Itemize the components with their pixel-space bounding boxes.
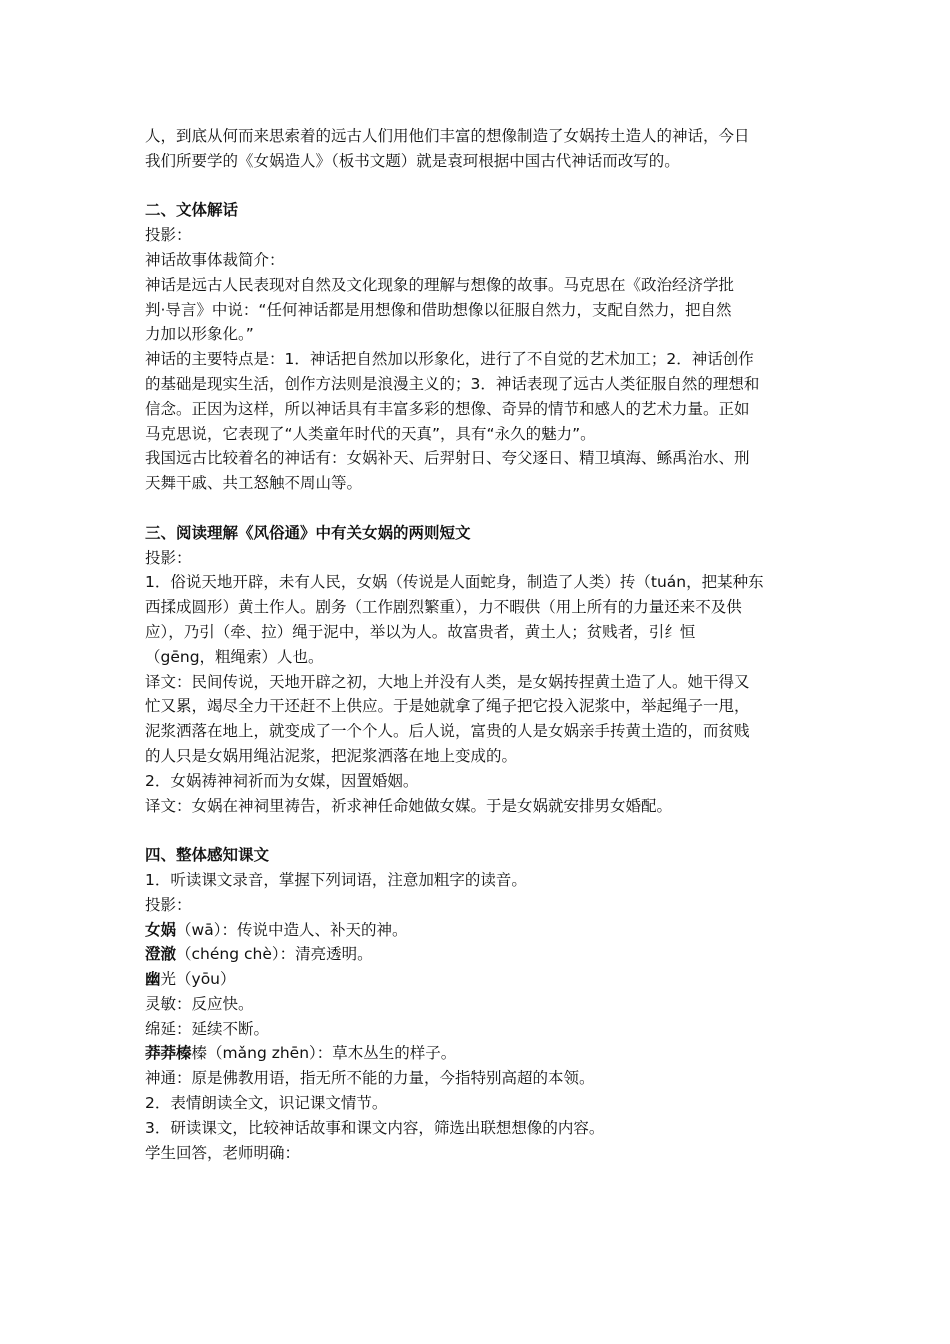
vocab-term-bold: 莽莽榛 bbox=[145, 1044, 192, 1063]
section-2-line: 我国远古比较着名的神话有：女娲补天、后羿射日、夸父逐日、精卫填海、鲧禹治水、刑 bbox=[145, 449, 750, 468]
vocab-entry bbox=[145, 992, 810, 1017]
vocab-definition: （mǎng zhēn）：草木丛生的样子。 bbox=[207, 1044, 457, 1063]
vocab-definition: ：反应快。 bbox=[176, 994, 254, 1013]
document-page bbox=[145, 124, 810, 1165]
section-3-line: 2．女娲祷神祠祈而为女媒，因置婚姻。 bbox=[145, 771, 419, 790]
vocab-term-bold: 幽 bbox=[145, 970, 161, 989]
section-4-item-1: 1．听读课文录音，掌握下列词语，注意加粗字的读音。 bbox=[145, 870, 527, 889]
spacer bbox=[145, 496, 810, 521]
section-2-line: 马克思说，它表现了“人类童年时代的天真”，具有“永久的魅力”。 bbox=[145, 424, 596, 443]
intro-line-1: 人，到底从何而来思索着的远古人们用他们丰富的想像制造了女娲抟土造人的神话，今日 bbox=[145, 127, 750, 145]
section-3-line: 泥浆洒落在地上，就变成了一个个人。后人说，富贵的人是女娲亲手抟黄土造的，而贫贱 bbox=[145, 722, 750, 741]
vocab-entry bbox=[145, 942, 810, 967]
vocab-entry bbox=[145, 967, 810, 992]
vocab-definition: （wā）：传说中造人、补天的神。 bbox=[176, 920, 408, 939]
section-3-line: 应），乃引（牵、拉）绳于泥中，举以为人。故富贵者，黄土人；贫贱者，引纟恒 bbox=[145, 622, 696, 641]
vocab-entry bbox=[145, 1041, 810, 1066]
vocab-entry bbox=[145, 918, 810, 943]
section-2-line: 神话是远古人民表现对自然及文化现象的理解与想像的故事。马克思在《政治经济学批 bbox=[145, 275, 735, 294]
section-2-line: 天舞干戚、共工怒触不周山等。 bbox=[145, 474, 363, 493]
vocab-definition: （chéng chè）：清亮透明。 bbox=[176, 945, 373, 964]
vocab-definition: （yōu） bbox=[176, 970, 236, 989]
vocab-term-bold: 女娲 bbox=[145, 920, 177, 939]
section-2-projection-label: 投影： bbox=[145, 226, 192, 245]
vocab-term-plain: 神通 bbox=[145, 1069, 177, 1088]
vocab-definition: ：延续不断。 bbox=[176, 1019, 270, 1038]
section-4-heading: 四、整体感知课文 bbox=[145, 846, 270, 865]
section-3-line: 译文：女娲在神祠里祷告，祈求神任命她做女媒。于是女娲就安排男女婚配。 bbox=[145, 796, 673, 815]
section-2-line: 的基础是现实生活，创作方法则是浪漫主义的；3．神话表现了远古人类征服自然的理想和 bbox=[145, 374, 760, 393]
section-2-heading: 二、文体解话 bbox=[145, 201, 239, 220]
vocab-term-plain: 光 bbox=[160, 970, 177, 989]
section-3-line: 1．俗说天地开辟，未有人民，女娲（传说是人面蛇身，制造了人类）抟（tuán，把某种东 bbox=[145, 573, 764, 592]
section-3-line: 忙又累，竭尽全力干还赶不上供应。于是她就拿了绳子把它投入泥浆中，举起绳子一甩， bbox=[145, 697, 750, 716]
section-3-projection-label: 投影： bbox=[145, 548, 192, 567]
section-2-line: 力加以形象化。” bbox=[145, 325, 254, 344]
section-2-subtitle: 神话故事体裁简介： bbox=[145, 250, 285, 269]
vocab-term-plain: 榛 bbox=[191, 1044, 208, 1063]
section-2-line: 判·导言》中说：“任何神话都是用想像和借助想像以征服自然力，支配自然力，把自然 bbox=[145, 300, 732, 319]
vocab-definition: ：原是佛教用语，指无所不能的力量，今指特别高超的本领。 bbox=[176, 1069, 595, 1088]
vocab-entry bbox=[145, 1066, 810, 1091]
section-4-item-2: 2．表情朗读全文，识记课文情节。 bbox=[145, 1094, 388, 1113]
vocab-term-plain: 绵延 bbox=[145, 1019, 177, 1038]
section-3-line: （gēng，粗绳索）人也。 bbox=[145, 647, 324, 666]
section-4-answer-line: 学生回答，老师明确： bbox=[145, 1143, 301, 1162]
spacer bbox=[145, 174, 810, 199]
section-4-projection-label: 投影： bbox=[145, 895, 192, 914]
spacer bbox=[145, 818, 810, 843]
section-3-heading: 三、阅读理解《风俗通》中有关女娲的两则短文 bbox=[145, 523, 471, 542]
section-4-item-3: 3．研读课文，比较神话故事和课文内容，筛选出联想想像的内容。 bbox=[145, 1118, 605, 1137]
section-2-line: 神话的主要特点是：1．神话把自然加以形象化，进行了不自觉的艺术加工；2．神话创作 bbox=[145, 350, 754, 369]
intro-line-2: 我们所要学的《女娲造人》（板书文题）就是袁珂根据中国古代神话而改写的。 bbox=[145, 151, 680, 170]
vocab-term-plain: 灵敏 bbox=[145, 994, 177, 1013]
section-3-line: 译文：民间传说，天地开辟之初，大地上并没有人类，是女娲抟捏黄土造了人。她干得又 bbox=[145, 672, 750, 691]
section-3-line: 的人只是女娲用绳沾泥浆，把泥浆洒落在地上变成的。 bbox=[145, 746, 518, 765]
section-2-line: 信念。正因为这样，所以神话具有丰富多彩的想像、奇异的情节和感人的艺术力量。正如 bbox=[145, 399, 750, 418]
section-3-line: 西揉成圆形）黄土作人。剧务（工作剧烈繁重），力不暇供（用上所有的力量还来不及供 bbox=[145, 598, 742, 617]
vocab-entry bbox=[145, 1017, 810, 1042]
vocab-term-bold: 澄澈 bbox=[145, 945, 177, 964]
